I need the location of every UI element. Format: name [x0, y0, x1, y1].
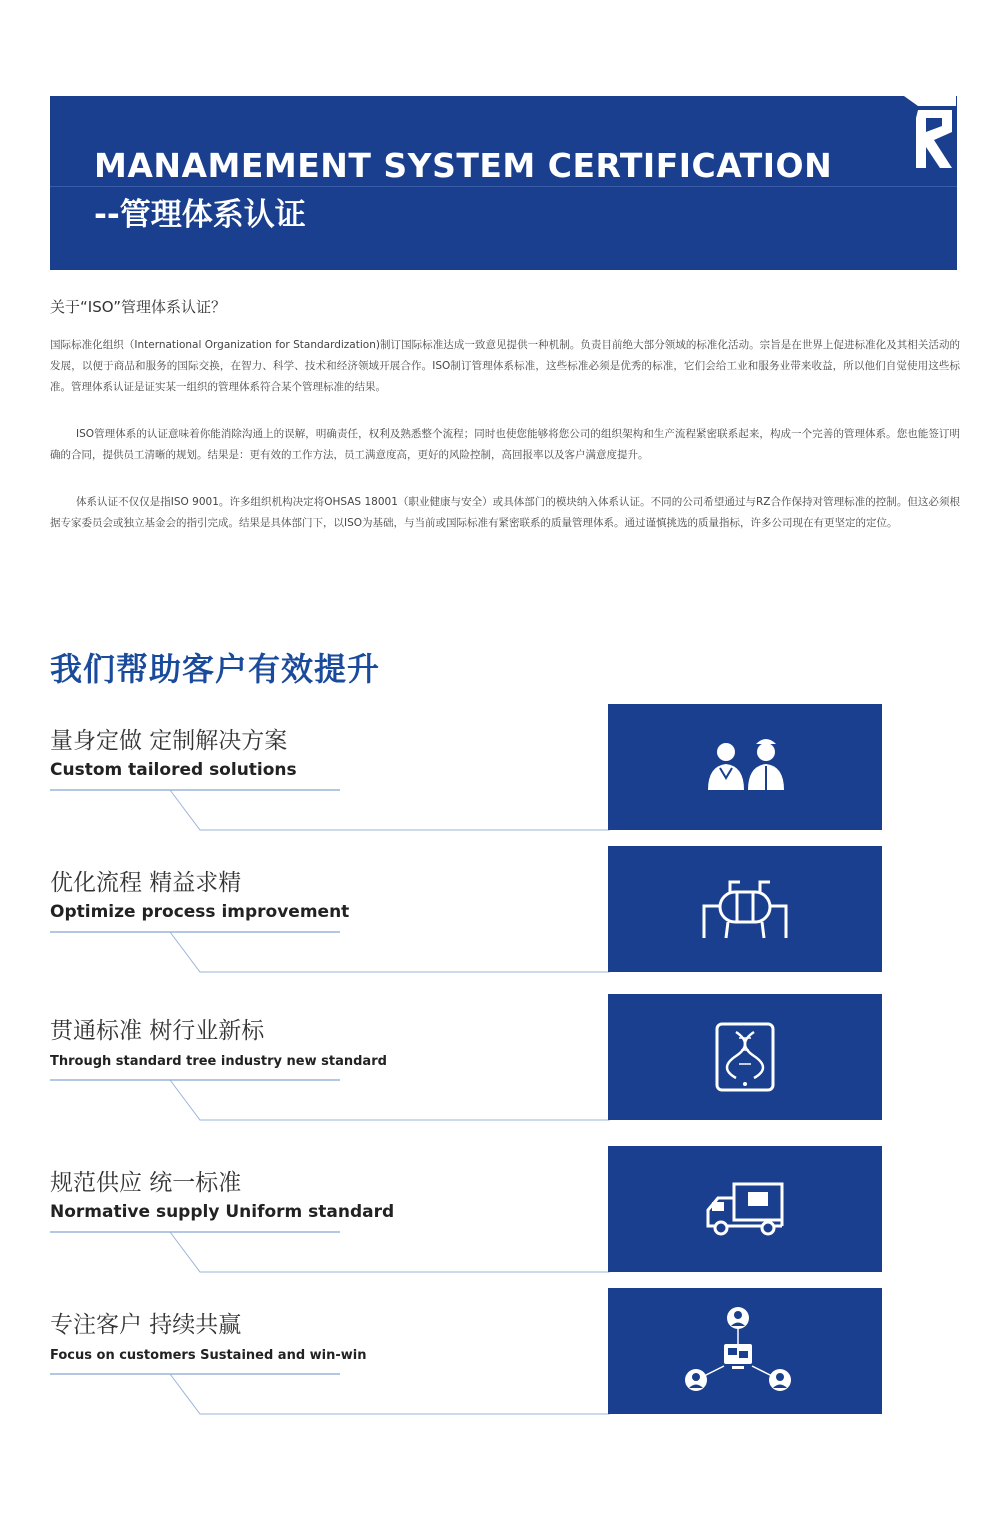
rz-logo-icon — [904, 96, 956, 176]
feature-title-en: Normative supply Uniform standard — [50, 1202, 395, 1222]
intro-paragraph-2: ISO管理体系的认证意味着你能消除沟通上的误解，明确责任，权利及熟悉整个流程；同时也使您能够将您公司的组织架构和生产流程紧密联系起来，构成一个完善的管理体系。您也能签订明确的合同，提供员工清晰的规划。结果是：更有效的工作方法，员工满意度高，更好的风险控制，高回报率以及客户满意度提升。 — [50, 428, 960, 461]
intro-paragraph-3: 体系认证不仅仅是指ISO 9001。许多组织机构决定将OHSAS 18001（职业健康与安全）或具体部门的模块纳入体系认证。不同的公司希望通过与RZ合作保持对管理标准的控制。但这必须根据专家委员会或独立基金会的指引完成。结果是具体部门下，以ISO为基础，与当前或国际标准有紧密联系的质量管理体系。通过谨慎挑选的质量指标，许多公司现在有更坚定的定位。 — [50, 496, 960, 529]
intro-heading: 关于“ISO”管理体系认证？ — [50, 298, 227, 316]
feature-icon-panel — [608, 846, 882, 972]
feature-row — [50, 846, 882, 974]
feature-row — [50, 704, 882, 832]
banner-divider — [50, 186, 957, 187]
industrial-tank-icon — [608, 846, 882, 972]
feature-title-en: Custom tailored solutions — [50, 760, 297, 780]
feature-icon-panel — [608, 1146, 882, 1272]
feature-title-en: Focus on customers Sustained and win-win — [50, 1348, 367, 1363]
feature-icon-panel — [608, 704, 882, 830]
feature-title-cn: 贯通标准 树行业新标 — [50, 1018, 265, 1044]
feature-icon-panel — [608, 994, 882, 1120]
feature-row — [50, 994, 882, 1122]
delivery-truck-icon — [608, 1146, 882, 1272]
feature-title-cn: 规范供应 统一标准 — [50, 1170, 242, 1196]
feature-icon-panel — [608, 1288, 882, 1414]
feature-row — [50, 1288, 882, 1416]
feature-title-en: Through standard tree industry new standard — [50, 1054, 387, 1069]
feature-title-cn: 专注客户 持续共赢 — [50, 1312, 242, 1338]
feature-title-cn: 量身定做 定制解决方案 — [50, 728, 288, 754]
header-banner — [50, 96, 957, 270]
feature-title-cn: 优化流程 精益求精 — [50, 870, 242, 896]
professionals-icon — [608, 704, 882, 830]
tablet-dna-icon — [608, 994, 882, 1120]
intro-section — [50, 296, 960, 560]
banner-title-cn: --管理体系认证 — [94, 197, 306, 233]
intro-paragraph-1: 国际标准化组织（International Organization for Standardization)制订国际标准达成一致意见提供一种机制。负责目前绝大部分领域的标准化活动。宗旨是在世界上促进标准化及其相关活动的发展，以便于商品和服务的国际交换，在智力、科学、技术和经济领域开展合作。ISO制订管理体系标准，这些标准必须是优秀的标准，它们会给工业和服务业带来收益，所以他们自觉使用这些标准。管理体系认证是证实某一组织的管理体系符合某个管理标准的结果。 — [50, 339, 960, 393]
feature-row — [50, 1146, 882, 1274]
feature-title-en: Optimize process improvement — [50, 902, 350, 922]
banner-title-en: MANAMEMENT SYSTEM CERTIFICATION — [94, 146, 833, 185]
customer-network-icon — [608, 1288, 882, 1414]
section-title: 我们帮助客户有效提升 — [50, 650, 381, 688]
